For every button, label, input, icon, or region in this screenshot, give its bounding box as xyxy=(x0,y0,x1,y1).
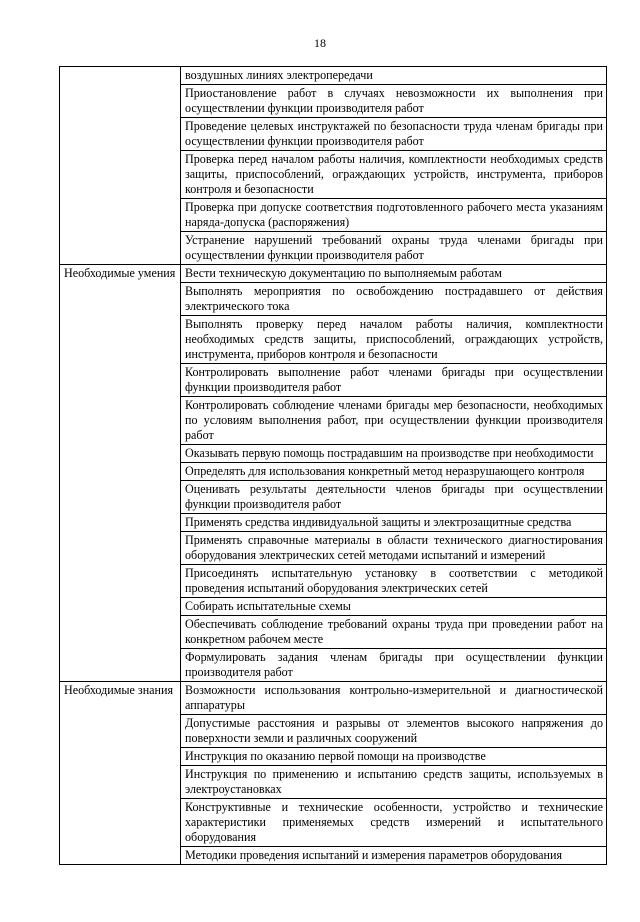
requirement-item: Инструкция по оказанию первой помощи на производстве xyxy=(181,748,607,766)
section-label: Необходимые знания xyxy=(60,682,181,865)
requirement-item: Контролировать соблюдение членами бригады мер безопасности, необходимых по условиям выполнения работ, при осуществлении функции производителя работ xyxy=(181,397,607,445)
requirement-item: Инструкция по применению и испытанию средств защиты, используемых в электроустановках xyxy=(181,766,607,799)
requirement-item: Применять справочные материалы в области технического диагностирования оборудования электрических сетей методами испытаний и измерений xyxy=(181,532,607,565)
requirement-item: Приостановление работ в случаях невозможности их выполнения при осуществлении функции производителя работ xyxy=(181,85,607,118)
table-row xyxy=(60,682,607,715)
requirement-item: Оказывать первую помощь пострадавшим на производстве при необходимости xyxy=(181,445,607,463)
requirement-item: воздушных линиях электропередачи xyxy=(181,67,607,85)
requirement-item: Выполнять проверку перед началом работы наличия, комплектности необходимых средств защиты, приспособлений, ограждающих устройств, инструмента, приборов контроля и безопасности xyxy=(181,316,607,364)
table-row xyxy=(60,67,607,85)
requirement-item: Конструктивные и технические особенности, устройство и технические характеристики применяемых средств измерений и испытательного оборудования xyxy=(181,799,607,847)
requirement-item: Устранение нарушений требований охраны труда членами бригады при осуществлении функции производителя работ xyxy=(181,232,607,265)
requirement-item: Проверка перед началом работы наличия, комплектности необходимых средств защиты, приспособлений, ограждающих устройств, инструмента, приборов контроля и безопасности xyxy=(181,151,607,199)
requirements-table xyxy=(59,66,607,865)
section-label xyxy=(60,67,181,265)
page-number: 18 xyxy=(314,36,326,50)
requirement-item: Формулировать задания членам бригады при осуществлении функции производителя работ xyxy=(181,649,607,682)
requirement-item: Присоединять испытательную установку в соответствии с методикой проведения испытаний оборудования электрических сетей xyxy=(181,565,607,598)
requirement-item: Обеспечивать соблюдение требований охраны труда при проведении работ на конкретном рабочем месте xyxy=(181,616,607,649)
requirement-item: Проведение целевых инструктажей по безопасности труда членам бригады при осуществлении функции производителя работ xyxy=(181,118,607,151)
requirement-item: Собирать испытательные схемы xyxy=(181,598,607,616)
requirement-item: Вести техническую документацию по выполняемым работам xyxy=(181,265,607,283)
requirement-item: Применять средства индивидуальной защиты и электрозащитные средства xyxy=(181,514,607,532)
requirement-item: Возможности использования контрольно-измерительной и диагностической аппаратуры xyxy=(181,682,607,715)
requirement-item: Проверка при допуске соответствия подготовленного рабочего места указаниям наряда-допуска (распоряжения) xyxy=(181,199,607,232)
table-row xyxy=(60,265,607,283)
requirement-item: Определять для использования конкретный метод неразрушающего контроля xyxy=(181,463,607,481)
section-label: Необходимые умения xyxy=(60,265,181,682)
requirement-item: Методики проведения испытаний и измерения параметров оборудования xyxy=(181,847,607,865)
requirement-item: Выполнять мероприятия по освобождению пострадавшего от действия электрического тока xyxy=(181,283,607,316)
requirement-item: Оценивать результаты деятельности членов бригады при осуществлении функции производителя работ xyxy=(181,481,607,514)
requirement-item: Допустимые расстояния и разрывы от элементов высокого напряжения до поверхности земли и различных сооружений xyxy=(181,715,607,748)
requirement-item: Контролировать выполнение работ членами бригады при осуществлении функции производителя работ xyxy=(181,364,607,397)
